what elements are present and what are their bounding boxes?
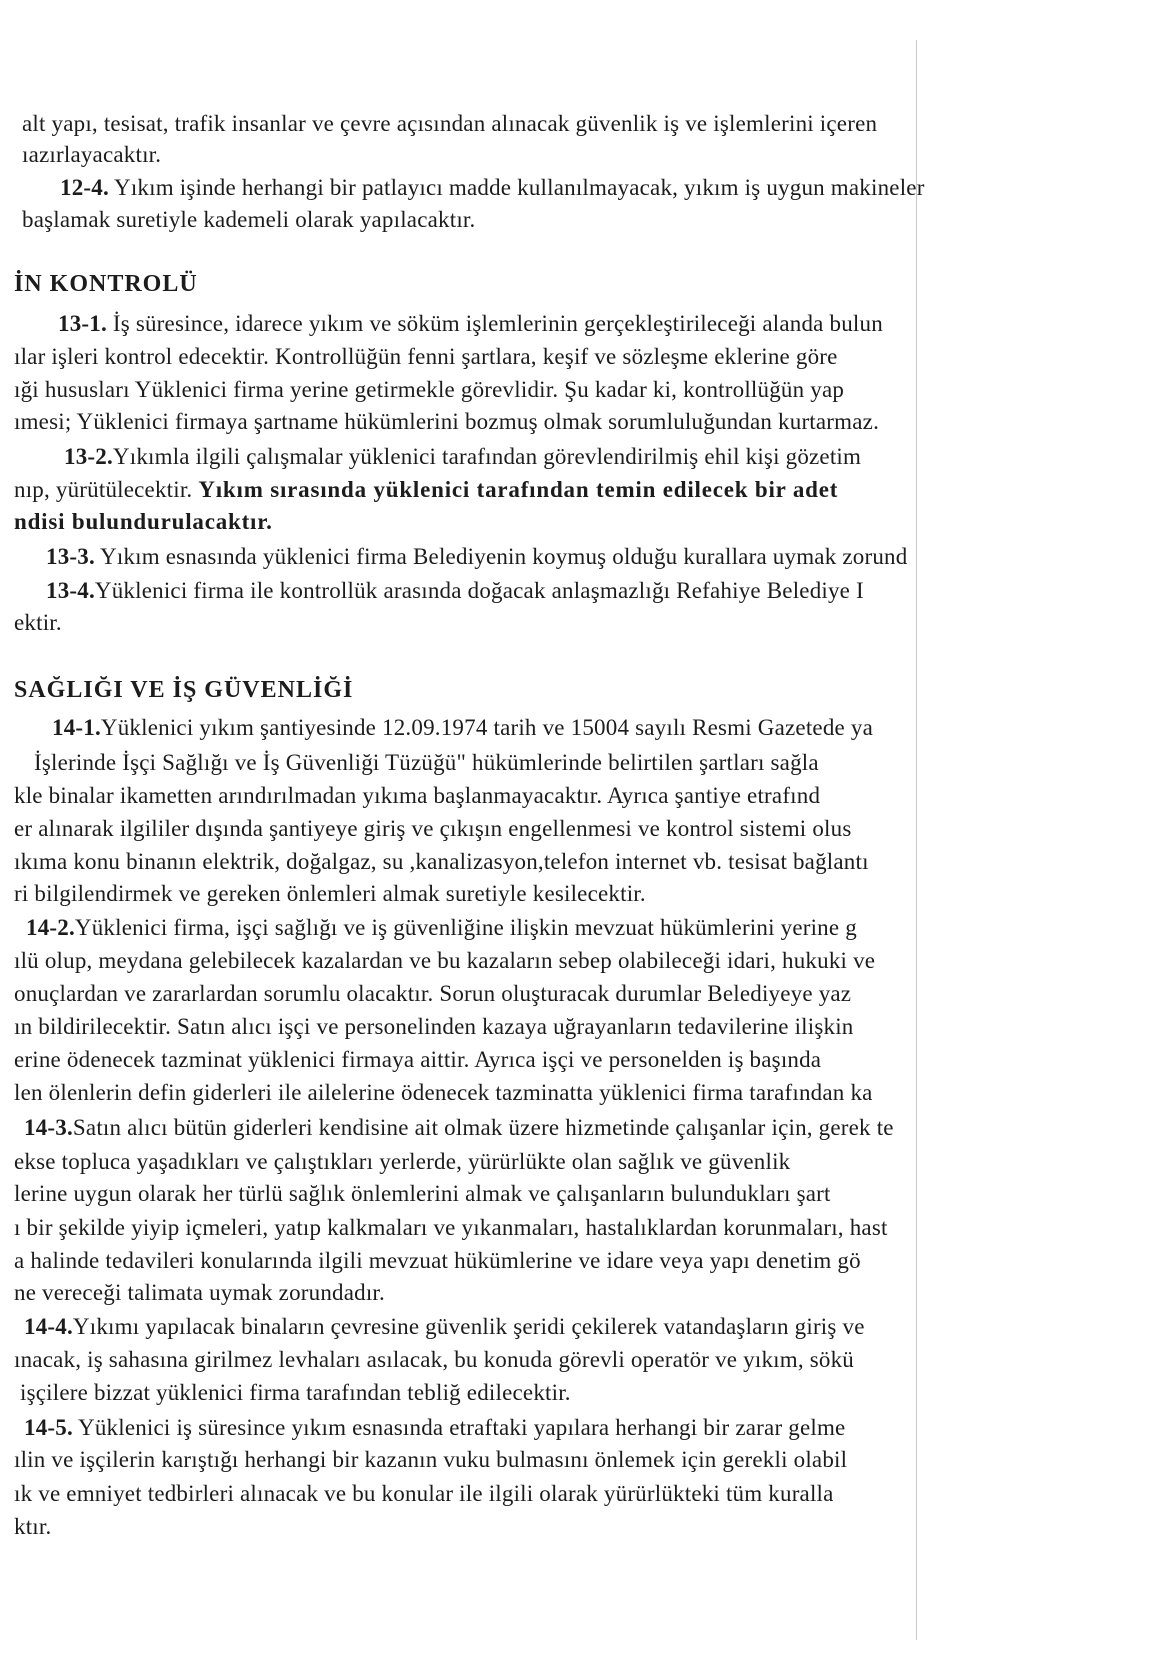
para-12-4 <box>60 174 1166 202</box>
section-13-heading: İN KONTROLÜ <box>14 271 198 297</box>
s14-4-line-2: ınacak, iş sahasına girilmez levhaları asılacak, bu konuda görevli operatör ve yıkım, sökü <box>14 1347 854 1372</box>
s14-2-line-4: ın bildirilecektir. Satın alıcı işçi ve personelinden kazaya uğrayanların tedavilerine ilişkin <box>14 1014 854 1039</box>
para-text: Yüklenici firma ile kontrollük arasında doğacak anlaşmazlığı Refahiye Belediye I <box>94 578 864 603</box>
s14-2-line-5: erine ödenecek tazminat yüklenici firmaya aittir. Ayrıca işçi ve personelden iş başında <box>14 1047 822 1072</box>
para-text: Yüklenici yıkım şantiyesinde 12.09.1974 tarih ve 15004 sayılı Resmi Gazetede ya <box>100 715 874 740</box>
s14-3-line-2: ekse topluca yaşadıkları ve çalıştıkları yerlerde, yürürlükte olan sağlık ve güvenlik <box>14 1149 791 1174</box>
s13-1-line-4: ımesi; Yüklenici firmaya şartname hükümlerini bozmuş olmak sorumluluğundan kurtarmaz. <box>14 409 880 434</box>
para-13-4 <box>46 577 1166 605</box>
bold-text: Yıkım sırasında yüklenici tarafından temin edilecek bir adet <box>198 477 839 502</box>
s12-line-1: alt yapı, tesisat, trafik insanlar ve çevre açısından alınacak güvenlik iş ve işlemlerini içeren <box>22 111 878 136</box>
s13-1-line-2: ılar işleri kontrol edecektir. Kontrollüğün fenni şartlara, keşif ve sözleşme eklerine göre <box>14 344 838 369</box>
s14-1-line-4: er alınarak ilgililer dışında şantiyeye giriş ve çıkışın engellenmesi ve kontrol sistemi olus <box>14 816 852 841</box>
s13-2-line-2 <box>14 476 1134 504</box>
s14-5-line-3: ık ve emniyet tedbirleri alınacak ve bu konular ile ilgili olarak yürürlükteki tüm kuralla <box>14 1481 834 1506</box>
s14-3-line-5: a halinde tedavileri konularında ilgili mevzuat hükümlerine ve idare veya yapı denetim gö <box>14 1248 861 1273</box>
s14-2-line-6: len ölenlerin defin giderleri ile ailelerine ödenecek tazminatta yüklenici firma tarafından ka <box>14 1080 873 1105</box>
para-13-2 <box>64 443 1166 471</box>
s14-2-line-2: ılü olup, meydana gelebilecek kazalardan ve bu kazaların sebep olabileceği idari, hukuki ve <box>14 948 876 973</box>
para-text: Yüklenici firma, işçi sağlığı ve iş güvenliğine ilişkin mevzuat hükümlerini yerine g <box>74 915 857 940</box>
para-text: Yıkım esnasında yüklenici firma Belediyenin koymuş olduğu kurallara uymak zorund <box>94 544 908 569</box>
para-13-3 <box>46 543 1166 571</box>
para-text: İş süresince, idarece yıkım ve söküm işlemlerinin gerçekleştirileceği alanda bulun <box>106 311 883 336</box>
s13-2-line-3: ndisi bulundurulacaktır. <box>14 509 273 534</box>
para-number: 13-1. <box>58 311 107 336</box>
s12-line-2: ıazırlayacaktır. <box>22 142 162 167</box>
para-text: Satın alıcı bütün giderleri kendisine ait olmak üzere hizmetinde çalışanlar için, gerek te <box>72 1115 894 1140</box>
para-number: 14-5. <box>24 1415 73 1440</box>
s14-1-line-5: ıkıma konu binanın elektrik, doğalgaz, su ,kanalizasyon,telefon internet vb. tesisat bağlantı <box>14 849 869 874</box>
para-14-5 <box>24 1414 1144 1442</box>
para-number: 14-1. <box>52 715 101 740</box>
s12-4-line-2: başlamak suretiyle kademeli olarak yapılacaktır. <box>22 207 476 232</box>
s14-3-line-4: ı bir şekilde yiyip içmeleri, yatıp kalkmaları ve yıkanmaları, hastalıklardan korunmaları, hast <box>14 1215 888 1240</box>
s14-1-line-3: kle binalar ikametten arındırılmadan yıkıma başlanmayacaktır. Ayrıca şantiye etrafınd <box>14 783 821 808</box>
section-14-heading: SAĞLIĞI VE İŞ GÜVENLİĞİ <box>14 677 354 703</box>
para-number: 13-2. <box>64 444 113 469</box>
s13-1-line-3: ıği hususları Yüklenici firma yerine getirmekle görevlidir. Şu kadar ki, kontrollüğün yap <box>14 377 845 402</box>
para-text: Yüklenici iş süresince yıkım esnasında etraftaki yapılara herhangi bir zarar gelme <box>72 1415 846 1440</box>
para-13-1 <box>58 310 1166 338</box>
s14-1-line-2: İşlerinde İşçi Sağlığı ve İş Güvenliği Tüzüğü" hükümlerinde belirtilen şartları sağla <box>34 750 819 775</box>
para-number: 13-4. <box>46 578 95 603</box>
para-14-4 <box>24 1313 1144 1341</box>
s14-2-line-3: onuçlardan ve zararlardan sorumlu olacaktır. Sorun oluşturacak durumlar Belediyeye yaz <box>14 981 852 1006</box>
s14-5-line-4: ktır. <box>14 1514 52 1539</box>
para-text: Yıkım işinde herhangi bir patlayıcı madde kullanılmayacak, yıkım iş uygun makineler <box>108 175 925 200</box>
para-14-2 <box>26 914 1146 942</box>
s14-3-line-3: lerine uygun olarak her türlü sağlık önlemlerini almak ve çalışanların bulundukları şart <box>14 1181 831 1206</box>
para-number: 14-3. <box>24 1115 73 1140</box>
s14-1-line-6: ri bilgilendirmek ve gereken önlemleri almak suretiyle kesilecektir. <box>14 881 646 906</box>
para-number: 14-2. <box>26 915 75 940</box>
s14-3-line-6: ne vereceği talimata uymak zorundadır. <box>14 1280 385 1305</box>
para-number: 13-3. <box>46 544 95 569</box>
para-14-3 <box>24 1114 1144 1142</box>
s13-4-line-2: ektir. <box>14 610 62 635</box>
para-text: Yıkımı yapılacak binaların çevresine güvenlik şeridi çekilerek vatandaşların giriş ve <box>72 1314 865 1339</box>
s14-5-line-2: ılin ve işçilerin karıştığı herhangi bir kazanın vuku bulmasını önlemek için gerekli olabil <box>14 1447 848 1472</box>
para-text: nıp, yürütülecektir. <box>14 477 199 502</box>
para-number: 12-4. <box>60 175 109 200</box>
para-number: 14-4. <box>24 1314 73 1339</box>
para-14-1 <box>52 714 1166 742</box>
para-text: Yıkımla ilgili çalışmalar yüklenici tarafından görevlendirilmiş ehil kişi gözetim <box>112 444 862 469</box>
s14-4-line-3: işçilere bizzat yüklenici firma tarafından tebliğ edilecektir. <box>20 1380 571 1405</box>
